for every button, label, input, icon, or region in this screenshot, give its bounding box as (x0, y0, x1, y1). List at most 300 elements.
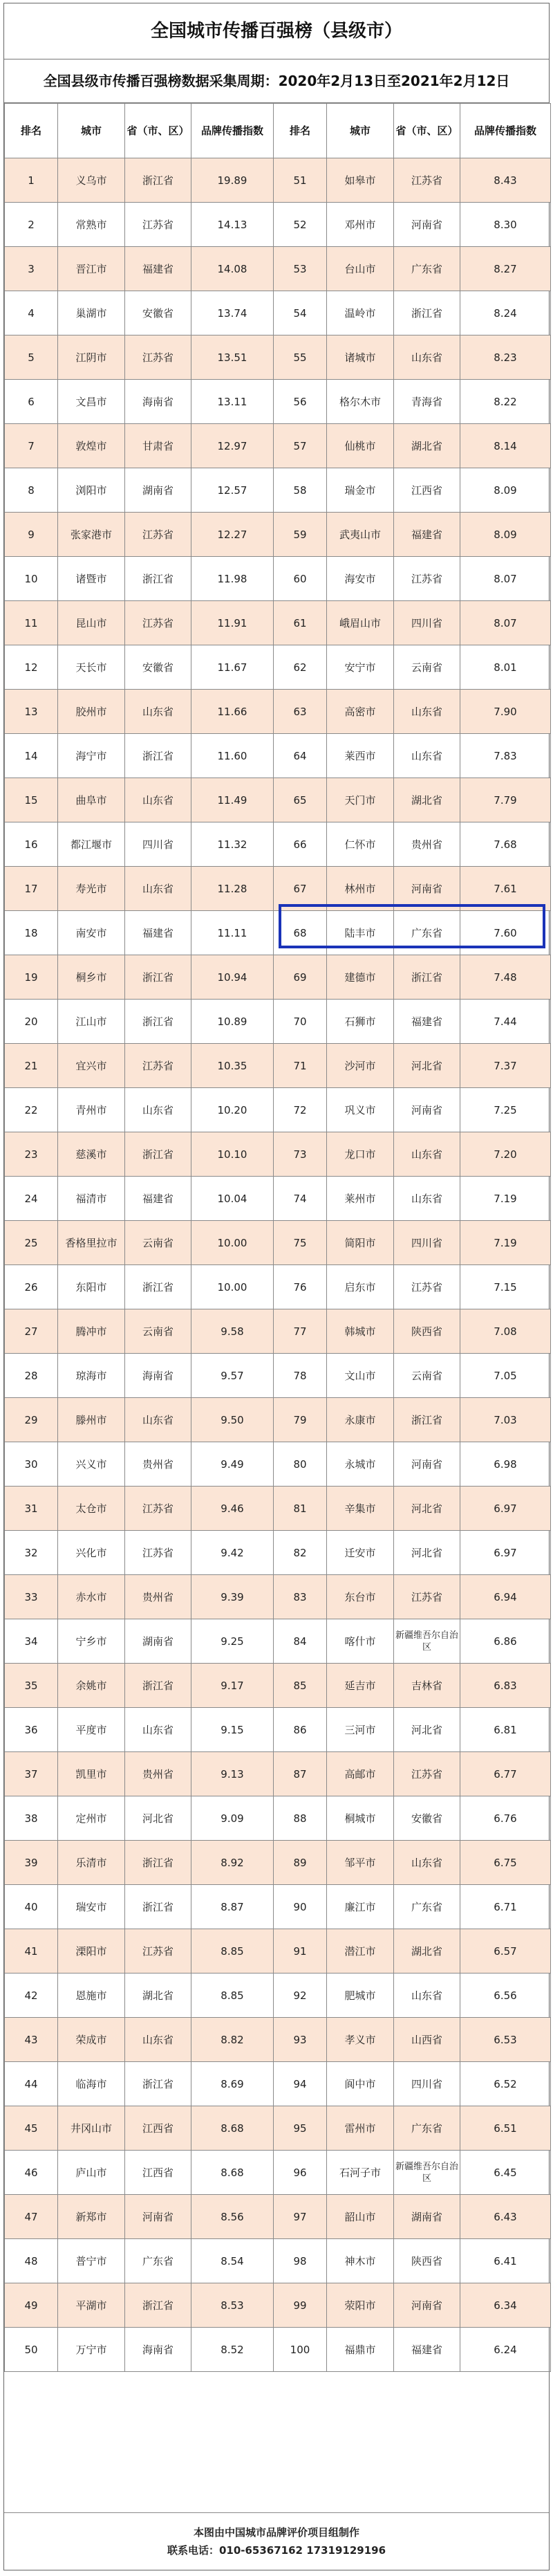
left-province-cell: 山东省 (125, 1708, 191, 1752)
left-city-cell: 慈溪市 (58, 1132, 125, 1177)
right-city-cell: 武夷山市 (327, 513, 394, 557)
left-city-cell: 文昌市 (58, 380, 125, 424)
right-city-cell: 阆中市 (327, 2062, 394, 2106)
right-city-cell: 迁安市 (327, 1531, 394, 1575)
left-rank-cell: 12 (5, 645, 58, 690)
left-rank-cell: 27 (5, 1309, 58, 1354)
left-province-cell: 江西省 (125, 2151, 191, 2195)
left-value-cell: 9.39 (191, 1575, 274, 1619)
left-city-cell: 常熟市 (58, 203, 125, 247)
left-city-cell: 井冈山市 (58, 2106, 125, 2151)
right-rank-cell: 85 (274, 1664, 327, 1708)
right-value-cell: 7.48 (460, 955, 551, 1000)
left-province-cell: 贵州省 (125, 1442, 191, 1487)
right-rank-cell: 92 (274, 1974, 327, 2018)
left-value-cell: 8.82 (191, 2018, 274, 2062)
footer (4, 2512, 549, 2570)
left-province-cell: 江苏省 (125, 203, 191, 247)
right-value-cell: 6.76 (460, 1796, 551, 1841)
right-value-cell: 7.20 (460, 1132, 551, 1177)
left-city-cell: 余姚市 (58, 1664, 125, 1708)
left-city-cell: 东阳市 (58, 1265, 125, 1309)
left-rank-cell: 16 (5, 822, 58, 867)
left-province-cell: 云南省 (125, 1221, 191, 1265)
table-row (5, 2062, 551, 2106)
table-row (5, 734, 551, 778)
left-province-cell: 福建省 (125, 247, 191, 291)
left-province-cell: 浙江省 (125, 734, 191, 778)
right-province-cell: 湖南省 (394, 2195, 460, 2239)
left-rank-cell: 5 (5, 335, 58, 380)
left-rank-cell: 44 (5, 2062, 58, 2106)
right-value-cell: 6.97 (460, 1531, 551, 1575)
ranking-sheet (3, 3, 550, 2570)
table-row (5, 2283, 551, 2328)
right-value-cell: 6.34 (460, 2283, 551, 2328)
page-subtitle: 全国县级市传播百强榜数据采集周期：2020年2月13日至2021年2月12日 (4, 59, 549, 103)
right-province-cell: 江苏省 (394, 158, 460, 203)
left-value-cell: 12.27 (191, 513, 274, 557)
table-row (5, 1044, 551, 1088)
right-city-cell: 邹平市 (327, 1841, 394, 1885)
left-rank-cell: 38 (5, 1796, 58, 1841)
left-city-cell: 凯里市 (58, 1752, 125, 1796)
left-rank-cell: 46 (5, 2151, 58, 2195)
right-value-cell: 8.22 (460, 380, 551, 424)
table-row (5, 1619, 551, 1664)
right-value-cell: 7.37 (460, 1044, 551, 1088)
left-province-cell: 安徽省 (125, 291, 191, 335)
table-row (5, 1841, 551, 1885)
right-rank-cell: 71 (274, 1044, 327, 1088)
right-city-cell: 韩城市 (327, 1309, 394, 1354)
right-rank-cell: 98 (274, 2239, 327, 2283)
right-city-cell: 神木市 (327, 2239, 394, 2283)
left-city-cell: 万宁市 (58, 2328, 125, 2372)
right-value-cell: 6.77 (460, 1752, 551, 1796)
left-rank-cell: 40 (5, 1885, 58, 1929)
header-rank-left: 排名 (5, 104, 58, 158)
left-rank-cell: 32 (5, 1531, 58, 1575)
left-value-cell: 9.17 (191, 1664, 274, 1708)
left-province-cell: 河南省 (125, 2195, 191, 2239)
left-city-cell: 乐清市 (58, 1841, 125, 1885)
left-city-cell: 浏阳市 (58, 468, 125, 513)
left-province-cell: 浙江省 (125, 1885, 191, 1929)
right-rank-cell: 77 (274, 1309, 327, 1354)
left-city-cell: 腾冲市 (58, 1309, 125, 1354)
right-rank-cell: 58 (274, 468, 327, 513)
left-value-cell: 9.42 (191, 1531, 274, 1575)
left-province-cell: 浙江省 (125, 1841, 191, 1885)
left-province-cell: 浙江省 (125, 1664, 191, 1708)
left-value-cell: 11.11 (191, 911, 274, 955)
header-value-right: 品牌传播指数 (460, 104, 551, 158)
right-province-cell: 江苏省 (394, 1575, 460, 1619)
table-row (5, 2106, 551, 2151)
left-rank-cell: 50 (5, 2328, 58, 2372)
table-row (5, 557, 551, 601)
right-rank-cell: 59 (274, 513, 327, 557)
left-province-cell: 浙江省 (125, 1132, 191, 1177)
left-value-cell: 11.49 (191, 778, 274, 822)
left-value-cell: 11.28 (191, 867, 274, 911)
right-value-cell: 7.60 (460, 911, 551, 955)
right-province-cell: 河南省 (394, 2283, 460, 2328)
right-rank-cell: 61 (274, 601, 327, 645)
table-row (5, 291, 551, 335)
left-city-cell: 江阴市 (58, 335, 125, 380)
right-value-cell: 8.24 (460, 291, 551, 335)
right-rank-cell: 75 (274, 1221, 327, 1265)
left-province-cell: 四川省 (125, 822, 191, 867)
left-rank-cell: 35 (5, 1664, 58, 1708)
left-value-cell: 8.68 (191, 2151, 274, 2195)
table-row (5, 690, 551, 734)
right-rank-cell: 83 (274, 1575, 327, 1619)
right-city-cell: 廉江市 (327, 1885, 394, 1929)
left-value-cell: 13.74 (191, 291, 274, 335)
left-value-cell: 14.08 (191, 247, 274, 291)
right-rank-cell: 52 (274, 203, 327, 247)
left-city-cell: 宜兴市 (58, 1044, 125, 1088)
right-province-cell: 湖北省 (394, 424, 460, 468)
right-province-cell: 广东省 (394, 1885, 460, 1929)
right-rank-cell: 73 (274, 1132, 327, 1177)
left-city-cell: 荣成市 (58, 2018, 125, 2062)
table-body (5, 158, 551, 2372)
left-city-cell: 新郑市 (58, 2195, 125, 2239)
left-value-cell: 9.49 (191, 1442, 274, 1487)
left-value-cell: 13.11 (191, 380, 274, 424)
table-row (5, 247, 551, 291)
left-city-cell: 青州市 (58, 1088, 125, 1132)
left-value-cell: 11.60 (191, 734, 274, 778)
right-city-cell: 诸城市 (327, 335, 394, 380)
left-value-cell: 8.69 (191, 2062, 274, 2106)
right-value-cell: 6.81 (460, 1708, 551, 1752)
left-rank-cell: 33 (5, 1575, 58, 1619)
right-province-cell: 安徽省 (394, 1796, 460, 1841)
right-rank-cell: 74 (274, 1177, 327, 1221)
right-value-cell: 6.57 (460, 1929, 551, 1974)
left-rank-cell: 37 (5, 1752, 58, 1796)
right-province-cell: 江苏省 (394, 1752, 460, 1796)
right-rank-cell: 57 (274, 424, 327, 468)
left-rank-cell: 4 (5, 291, 58, 335)
table-row (5, 645, 551, 690)
right-value-cell: 8.30 (460, 203, 551, 247)
right-province-cell: 四川省 (394, 2062, 460, 2106)
left-city-cell: 恩施市 (58, 1974, 125, 2018)
left-province-cell: 浙江省 (125, 1265, 191, 1309)
left-rank-cell: 13 (5, 690, 58, 734)
right-rank-cell: 54 (274, 291, 327, 335)
left-city-cell: 桐乡市 (58, 955, 125, 1000)
right-rank-cell: 96 (274, 2151, 327, 2195)
left-rank-cell: 10 (5, 557, 58, 601)
left-rank-cell: 18 (5, 911, 58, 955)
left-city-cell: 福清市 (58, 1177, 125, 1221)
right-rank-cell: 64 (274, 734, 327, 778)
right-province-cell: 云南省 (394, 645, 460, 690)
left-city-cell: 海宁市 (58, 734, 125, 778)
left-value-cell: 9.09 (191, 1796, 274, 1841)
left-rank-cell: 41 (5, 1929, 58, 1974)
left-rank-cell: 30 (5, 1442, 58, 1487)
left-province-cell: 江苏省 (125, 1531, 191, 1575)
table-row (5, 2239, 551, 2283)
left-province-cell: 山东省 (125, 867, 191, 911)
right-rank-cell: 89 (274, 1841, 327, 1885)
left-value-cell: 10.35 (191, 1044, 274, 1088)
left-province-cell: 海南省 (125, 1354, 191, 1398)
table-row (5, 867, 551, 911)
right-rank-cell: 53 (274, 247, 327, 291)
left-value-cell: 9.58 (191, 1309, 274, 1354)
left-province-cell: 浙江省 (125, 955, 191, 1000)
left-province-cell: 山东省 (125, 2018, 191, 2062)
left-rank-cell: 49 (5, 2283, 58, 2328)
right-city-cell: 雷州市 (327, 2106, 394, 2151)
right-city-cell: 孝义市 (327, 2018, 394, 2062)
right-province-cell: 河南省 (394, 203, 460, 247)
right-value-cell: 8.07 (460, 557, 551, 601)
right-value-cell: 6.71 (460, 1885, 551, 1929)
left-rank-cell: 43 (5, 2018, 58, 2062)
left-city-cell: 平度市 (58, 1708, 125, 1752)
left-province-cell: 广东省 (125, 2239, 191, 2283)
left-city-cell: 普宁市 (58, 2239, 125, 2283)
right-rank-cell: 78 (274, 1354, 327, 1398)
footer-contact: 联系电话：010-65367162 17319129196 (167, 2544, 386, 2557)
right-province-cell: 新疆维吾尔自治区 (394, 1619, 460, 1664)
right-city-cell: 喀什市 (327, 1619, 394, 1664)
left-value-cell: 8.85 (191, 1929, 274, 1974)
right-value-cell: 7.68 (460, 822, 551, 867)
right-value-cell: 8.14 (460, 424, 551, 468)
right-city-cell: 格尔木市 (327, 380, 394, 424)
left-province-cell: 江苏省 (125, 1487, 191, 1531)
table-row (5, 1796, 551, 1841)
left-city-cell: 定州市 (58, 1796, 125, 1841)
right-province-cell: 福建省 (394, 2328, 460, 2372)
left-rank-cell: 22 (5, 1088, 58, 1132)
left-rank-cell: 47 (5, 2195, 58, 2239)
left-province-cell: 甘肃省 (125, 424, 191, 468)
right-province-cell: 江西省 (394, 468, 460, 513)
left-value-cell: 12.57 (191, 468, 274, 513)
right-value-cell: 6.53 (460, 2018, 551, 2062)
right-city-cell: 如皋市 (327, 158, 394, 203)
table-row (5, 2018, 551, 2062)
right-rank-cell: 70 (274, 1000, 327, 1044)
left-rank-cell: 1 (5, 158, 58, 203)
right-province-cell: 山东省 (394, 690, 460, 734)
right-value-cell: 7.83 (460, 734, 551, 778)
left-value-cell: 9.13 (191, 1752, 274, 1796)
left-province-cell: 安徽省 (125, 645, 191, 690)
left-province-cell: 江苏省 (125, 335, 191, 380)
right-value-cell: 8.27 (460, 247, 551, 291)
table-row (5, 380, 551, 424)
left-value-cell: 11.67 (191, 645, 274, 690)
right-city-cell: 巩义市 (327, 1088, 394, 1132)
right-value-cell: 7.79 (460, 778, 551, 822)
table-row (5, 1221, 551, 1265)
right-province-cell: 河北省 (394, 1487, 460, 1531)
right-rank-cell: 79 (274, 1398, 327, 1442)
left-city-cell: 胶州市 (58, 690, 125, 734)
right-value-cell: 6.98 (460, 1442, 551, 1487)
table-row (5, 1974, 551, 2018)
left-value-cell: 10.94 (191, 955, 274, 1000)
left-rank-cell: 19 (5, 955, 58, 1000)
ranking-table (4, 103, 551, 2372)
right-value-cell: 6.51 (460, 2106, 551, 2151)
left-rank-cell: 9 (5, 513, 58, 557)
right-value-cell: 6.97 (460, 1487, 551, 1531)
left-value-cell: 11.66 (191, 690, 274, 734)
left-city-cell: 赤水市 (58, 1575, 125, 1619)
header-province-right: 省（市、区） (394, 104, 460, 158)
left-city-cell: 太仓市 (58, 1487, 125, 1531)
table-row (5, 335, 551, 380)
left-city-cell: 江山市 (58, 1000, 125, 1044)
right-rank-cell: 94 (274, 2062, 327, 2106)
table-row (5, 911, 551, 955)
right-province-cell: 四川省 (394, 1221, 460, 1265)
right-province-cell: 河北省 (394, 1044, 460, 1088)
left-province-cell: 浙江省 (125, 557, 191, 601)
left-city-cell: 香格里拉市 (58, 1221, 125, 1265)
right-value-cell: 7.90 (460, 690, 551, 734)
left-rank-cell: 25 (5, 1221, 58, 1265)
left-province-cell: 贵州省 (125, 1752, 191, 1796)
left-rank-cell: 7 (5, 424, 58, 468)
right-rank-cell: 67 (274, 867, 327, 911)
table-row (5, 1885, 551, 1929)
left-province-cell: 湖南省 (125, 468, 191, 513)
left-value-cell: 8.53 (191, 2283, 274, 2328)
left-province-cell: 浙江省 (125, 2283, 191, 2328)
right-city-cell: 简阳市 (327, 1221, 394, 1265)
left-province-cell: 贵州省 (125, 1575, 191, 1619)
left-rank-cell: 29 (5, 1398, 58, 1442)
left-province-cell: 山东省 (125, 1088, 191, 1132)
right-city-cell: 辛集市 (327, 1487, 394, 1531)
right-province-cell: 山东省 (394, 734, 460, 778)
right-value-cell: 8.07 (460, 601, 551, 645)
right-province-cell: 陕西省 (394, 1309, 460, 1354)
right-province-cell: 云南省 (394, 1354, 460, 1398)
right-province-cell: 河南省 (394, 867, 460, 911)
left-province-cell: 福建省 (125, 911, 191, 955)
left-value-cell: 8.54 (191, 2239, 274, 2283)
right-city-cell: 瑞金市 (327, 468, 394, 513)
table-row (5, 822, 551, 867)
footer-credit: 本图由中国城市品牌评价项目组制作 (193, 2526, 359, 2539)
table-row (5, 1354, 551, 1398)
right-value-cell: 7.61 (460, 867, 551, 911)
table-row (5, 424, 551, 468)
table-row (5, 513, 551, 557)
table-row (5, 2328, 551, 2372)
table-row (5, 2151, 551, 2195)
left-province-cell: 江苏省 (125, 513, 191, 557)
right-province-cell: 浙江省 (394, 291, 460, 335)
right-city-cell: 仁怀市 (327, 822, 394, 867)
left-value-cell: 8.68 (191, 2106, 274, 2151)
right-city-cell: 文山市 (327, 1354, 394, 1398)
table-row (5, 203, 551, 247)
right-province-cell: 四川省 (394, 601, 460, 645)
right-province-cell: 福建省 (394, 513, 460, 557)
right-rank-cell: 99 (274, 2283, 327, 2328)
left-value-cell: 10.20 (191, 1088, 274, 1132)
right-value-cell: 6.24 (460, 2328, 551, 2372)
right-city-cell: 延吉市 (327, 1664, 394, 1708)
right-city-cell: 石狮市 (327, 1000, 394, 1044)
right-city-cell: 台山市 (327, 247, 394, 291)
left-rank-cell: 26 (5, 1265, 58, 1309)
right-province-cell: 贵州省 (394, 822, 460, 867)
table-row (5, 1531, 551, 1575)
left-value-cell: 19.89 (191, 158, 274, 203)
right-province-cell: 广东省 (394, 2106, 460, 2151)
left-value-cell: 8.56 (191, 2195, 274, 2239)
right-city-cell: 峨眉山市 (327, 601, 394, 645)
right-rank-cell: 65 (274, 778, 327, 822)
table-row (5, 1664, 551, 1708)
left-value-cell: 14.13 (191, 203, 274, 247)
left-city-cell: 溧阳市 (58, 1929, 125, 1974)
header-rank-right: 排名 (274, 104, 327, 158)
right-rank-cell: 56 (274, 380, 327, 424)
left-province-cell: 山东省 (125, 1398, 191, 1442)
right-value-cell: 6.43 (460, 2195, 551, 2239)
left-rank-cell: 2 (5, 203, 58, 247)
header-value-left: 品牌传播指数 (191, 104, 274, 158)
left-rank-cell: 21 (5, 1044, 58, 1088)
right-rank-cell: 80 (274, 1442, 327, 1487)
left-province-cell: 湖南省 (125, 1619, 191, 1664)
right-city-cell: 高邮市 (327, 1752, 394, 1796)
right-city-cell: 莱西市 (327, 734, 394, 778)
left-province-cell: 江苏省 (125, 1929, 191, 1974)
left-city-cell: 宁乡市 (58, 1619, 125, 1664)
left-rank-cell: 15 (5, 778, 58, 822)
left-province-cell: 浙江省 (125, 2062, 191, 2106)
left-city-cell: 诸暨市 (58, 557, 125, 601)
table-row (5, 1487, 551, 1531)
right-city-cell: 邓州市 (327, 203, 394, 247)
left-rank-cell: 20 (5, 1000, 58, 1044)
left-province-cell: 江西省 (125, 2106, 191, 2151)
left-province-cell: 河北省 (125, 1796, 191, 1841)
left-province-cell: 海南省 (125, 2328, 191, 2372)
right-city-cell: 沙河市 (327, 1044, 394, 1088)
right-city-cell: 温岭市 (327, 291, 394, 335)
right-value-cell: 7.08 (460, 1309, 551, 1354)
left-rank-cell: 36 (5, 1708, 58, 1752)
left-value-cell: 11.91 (191, 601, 274, 645)
right-rank-cell: 95 (274, 2106, 327, 2151)
right-province-cell: 广东省 (394, 911, 460, 955)
right-value-cell: 6.45 (460, 2151, 551, 2195)
left-value-cell: 11.32 (191, 822, 274, 867)
right-rank-cell: 84 (274, 1619, 327, 1664)
